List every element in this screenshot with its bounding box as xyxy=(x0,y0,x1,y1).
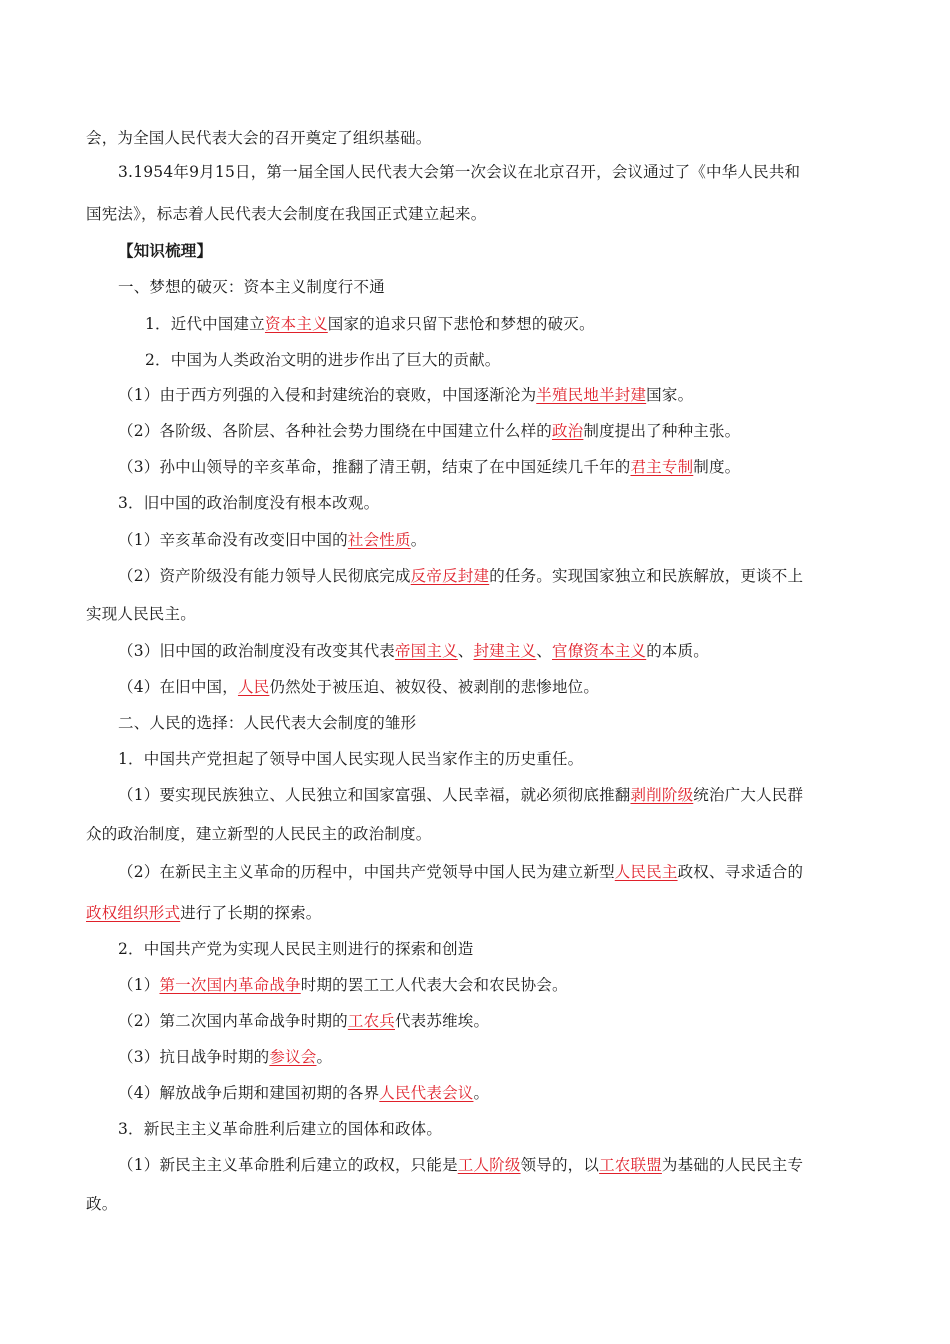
highlight-term: 政治 xyxy=(551,422,584,440)
text-line: （1）新民主主义革命胜利后建立的政权，只能是工人阶级领导的，以工农联盟为基础的人民民主专 xyxy=(118,1156,804,1174)
text-line: （1）辛亥革命没有改变旧中国的社会性质。 xyxy=(118,531,427,549)
text-line: 3．新民主主义革命胜利后建立的国体和政体。 xyxy=(118,1120,443,1138)
highlight-term: 工农兵 xyxy=(347,1012,395,1030)
text-line: （2）在新民主主义革命的历程中，中国共产党领导中国人民为建立新型人民民主政权、寻求适合的 xyxy=(118,863,804,881)
text-line: 2．中国共产党为实现人民民主则进行的探索和创造 xyxy=(118,940,474,958)
highlight-term: 人民民主 xyxy=(614,863,678,881)
text-line: 国宪法》，标志着人民代表大会制度在我国正式建立起来。 xyxy=(86,205,487,223)
highlight-term: 人民 xyxy=(237,678,270,696)
highlight-term: 君主专制 xyxy=(630,458,694,476)
text-line: 二、人民的选择：人民代表大会制度的雏形 xyxy=(118,714,417,732)
text-line: （3）孙中山领导的辛亥革命，推翻了清王朝，结束了在中国延续几千年的君主专制制度。 xyxy=(118,458,741,476)
text-line: （1）第一次国内革命战争时期的罢工工人代表大会和农民协会。 xyxy=(118,976,568,994)
highlight-term: 帝国主义 xyxy=(394,642,458,660)
highlight-term: 半殖民地半封建 xyxy=(536,386,647,404)
text-line: （2）各阶级、各阶层、各种社会势力围绕在中国建立什么样的政治制度提出了种种主张。 xyxy=(118,422,741,440)
text-line: 政。 xyxy=(86,1195,118,1213)
highlight-term: 反帝反封建 xyxy=(410,567,490,585)
text-line: 3．旧中国的政治制度没有根本改观。 xyxy=(118,494,380,512)
text-line: 实现人民民主。 xyxy=(86,605,196,623)
text-line: （4）在旧中国，人民仍然处于被压迫、被奴役、被剥削的悲惨地位。 xyxy=(118,678,600,696)
text-line: 政权组织形式进行了长期的探索。 xyxy=(86,904,322,922)
section-heading: 【知识梳理】 xyxy=(118,241,213,260)
highlight-term: 人民代表会议 xyxy=(379,1084,474,1102)
highlight-term: 封建主义 xyxy=(473,642,537,660)
text-line: （3）抗日战争时期的参议会。 xyxy=(118,1048,333,1066)
highlight-term: 剥削阶级 xyxy=(630,786,694,804)
text-line: 一、梦想的破灭：资本主义制度行不通 xyxy=(118,278,385,296)
text-line: （3）旧中国的政治制度没有改变其代表帝国主义、封建主义、官僚资本主义的本质。 xyxy=(118,642,710,660)
highlight-term: 政权组织形式 xyxy=(86,904,181,922)
text-line: （1）由于西方列强的入侵和封建统治的衰败，中国逐渐沦为半殖民地半封建国家。 xyxy=(118,386,694,404)
highlight-term: 参议会 xyxy=(269,1048,317,1066)
text-line: （2）第二次国内革命战争时期的工农兵代表苏维埃。 xyxy=(118,1012,490,1030)
text-line: 1．近代中国建立资本主义国家的追求只留下悲怆和梦想的破灭。 xyxy=(145,315,595,333)
highlight-term: 工农联盟 xyxy=(599,1156,662,1174)
highlight-term: 资本主义 xyxy=(264,315,328,333)
text-line: 2．中国为人类政治文明的进步作出了巨大的贡献。 xyxy=(145,351,501,369)
text-line: （1）要实现民族独立、人民独立和国家富强、人民幸福，就必须彻底推翻剥削阶级统治广大人民群 xyxy=(118,786,804,804)
highlight-term: 官僚资本主义 xyxy=(552,642,647,660)
highlight-term: 工人阶级 xyxy=(457,1156,521,1174)
text-line: 3.1954年9月15日，第一届全国人民代表大会第一次会议在北京召开，会议通过了《中华人民共和 xyxy=(118,163,801,181)
text-line: （4）解放战争后期和建国初期的各界人民代表会议。 xyxy=(118,1084,490,1102)
text-line: 1．中国共产党担起了领导中国人民实现人民当家作主的历史重任。 xyxy=(118,750,584,768)
text-line: （2）资产阶级没有能力领导人民彻底完成反帝反封建的任务。实现国家独立和民族解放，更谈不上 xyxy=(118,567,804,585)
text-line: 众的政治制度，建立新型的人民民主的政治制度。 xyxy=(86,825,432,843)
highlight-term: 第一次国内革命战争 xyxy=(159,976,301,994)
highlight-term: 社会性质 xyxy=(347,531,411,549)
text-line: 会，为全国人民代表大会的召开奠定了组织基础。 xyxy=(86,129,432,147)
